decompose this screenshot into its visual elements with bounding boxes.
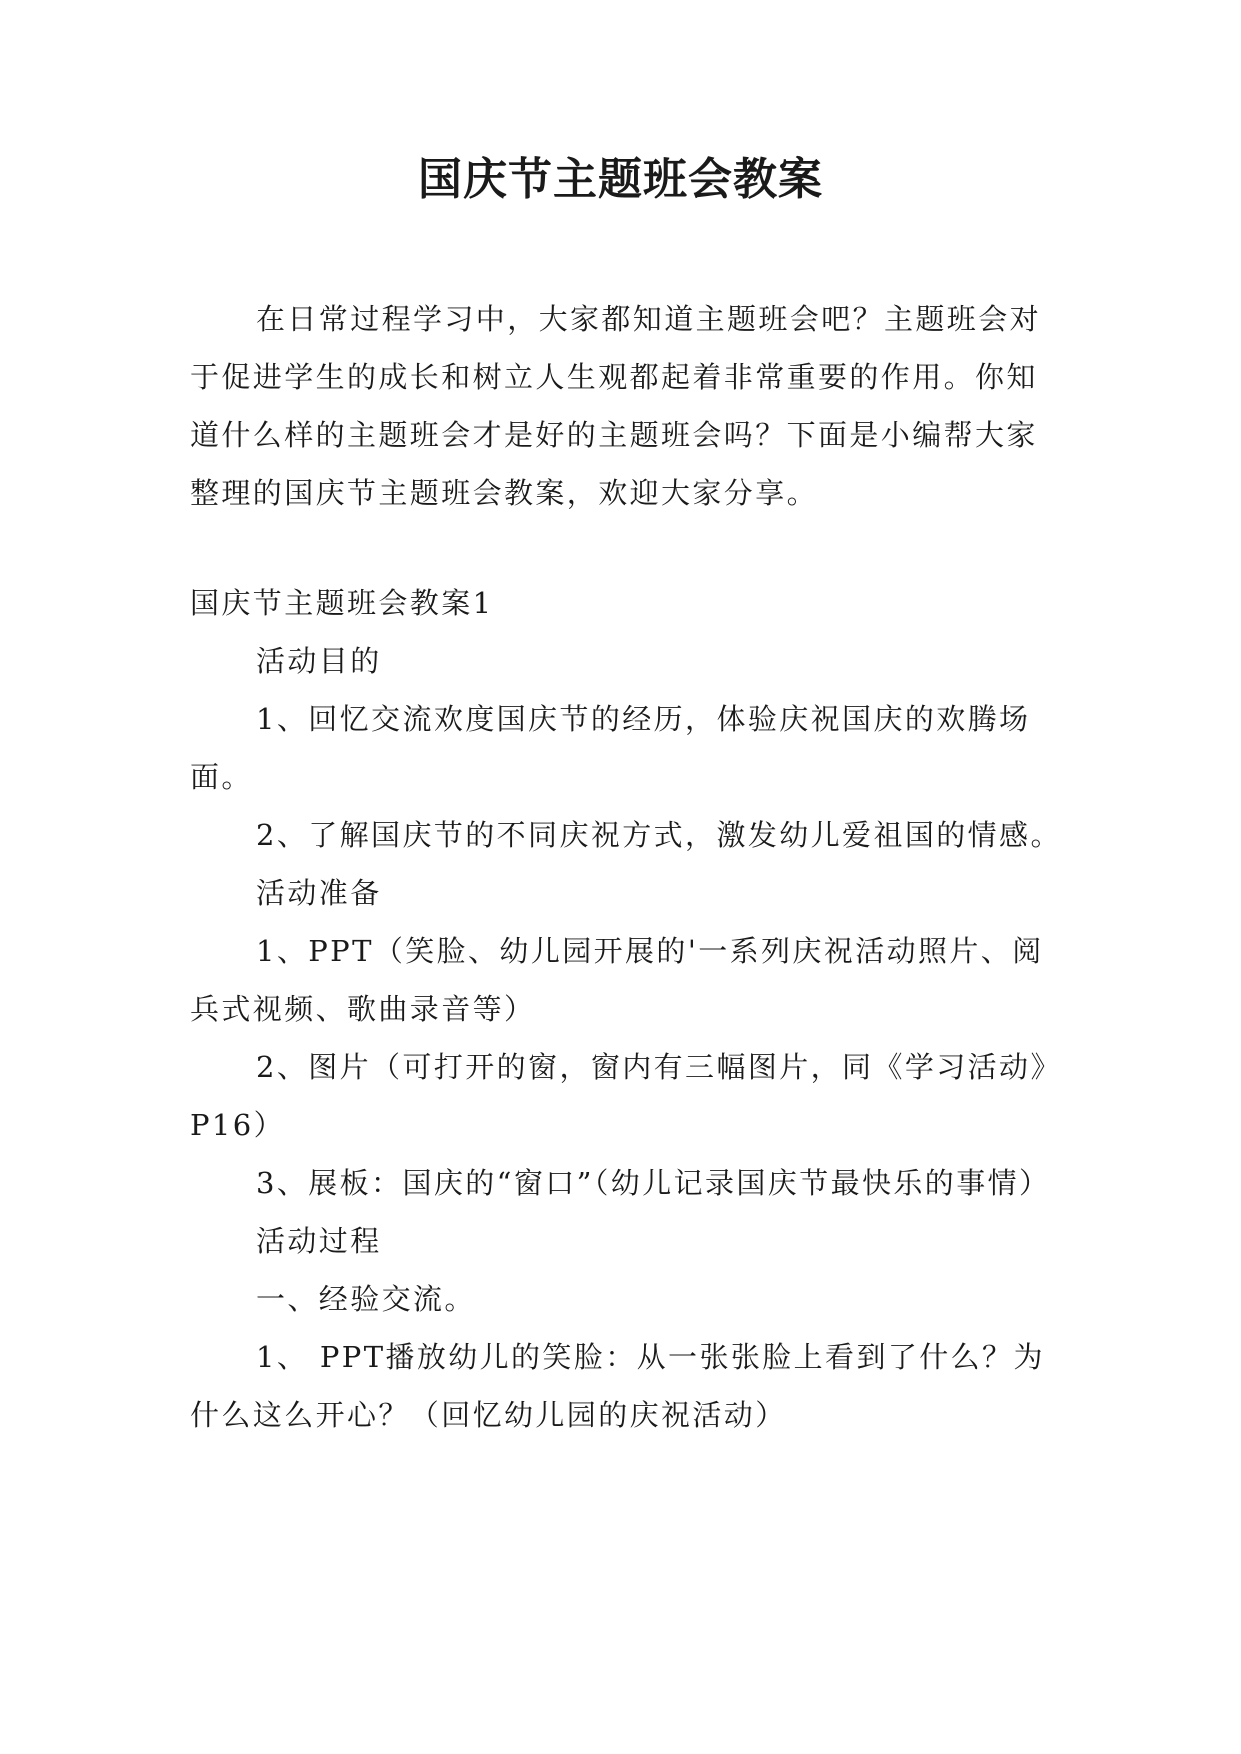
goal-item-2: 2、了解国庆节的不同庆祝方式，激发幼儿爱祖国的情感。: [256, 818, 1062, 852]
intro-paragraph: 在日常过程学习中，大家都知道主题班会吧？主题班会对于促进学生的成长和树立人生观都起着非常重要的作用。你知道什么样的主题班会才是好的主题班会吗？下面是小编帮大家整理的国庆节主题班会教案，欢迎大家分享。: [190, 302, 1042, 510]
subheading-activity-goals: 活动目的: [256, 644, 382, 678]
subheading-activity-process: 活动过程: [256, 1224, 382, 1258]
document-title: 国庆节主题班会教案: [418, 154, 823, 205]
goal-item-1: 1、回忆交流欢度国庆节的经历，体验庆祝国庆的欢腾场面。: [190, 702, 1031, 794]
section-title: 国庆节主题班会教案1: [190, 586, 494, 620]
preparation-item-3: 3、展板：国庆的“窗口”（幼儿记录国庆节最快乐的事情）: [256, 1166, 1051, 1200]
preparation-item-1: 1、PPT（笑脸、幼儿园开展的'一系列庆祝活动照片、阅兵式视频、歌曲录音等）: [190, 934, 1044, 1026]
process-item-1: 1、 PPT播放幼儿的笑脸：从一张张脸上看到了什么？为什么这么开心？（回忆幼儿园的庆祝活动）: [190, 1340, 1045, 1432]
process-step-1: 一、经验交流。: [256, 1282, 476, 1316]
subheading-activity-preparation: 活动准备: [256, 876, 382, 910]
document-body: [190, 290, 1062, 1444]
preparation-item-2: 2、图片（可打开的窗，窗内有三幅图片，同《学习活动》P16）: [190, 1050, 1062, 1142]
